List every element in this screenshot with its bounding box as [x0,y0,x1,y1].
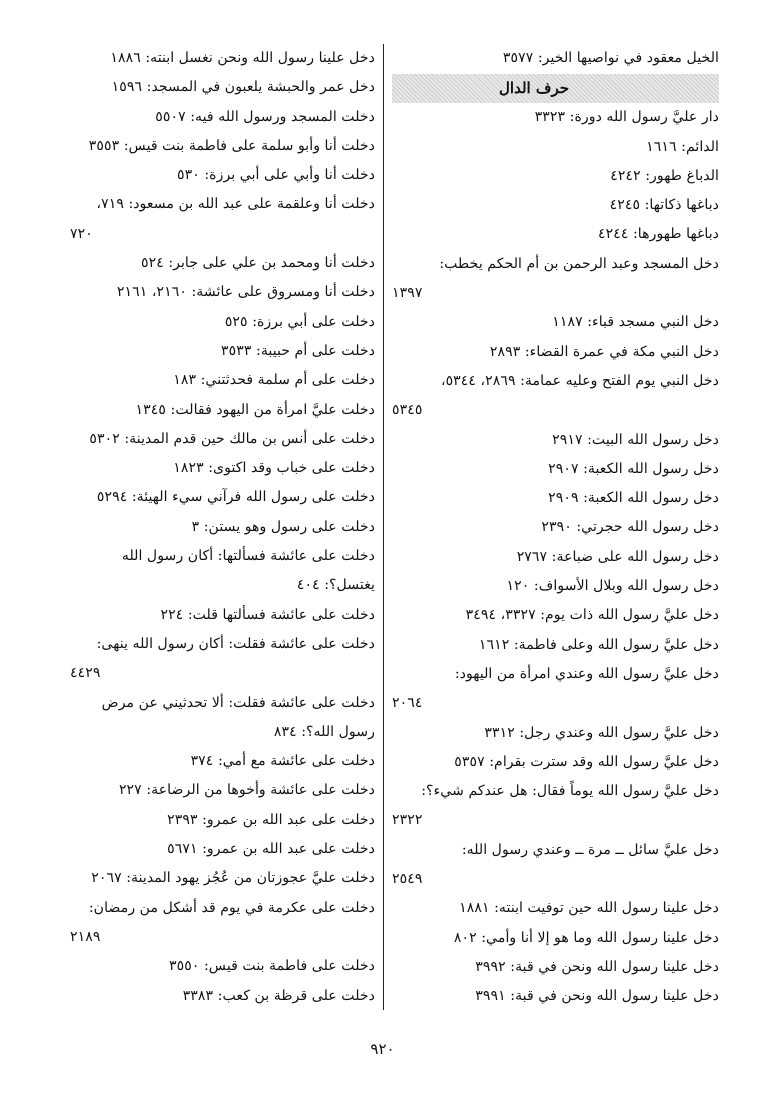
index-entry: دخلت على رسول الله فرآني سيء الهيئة: ٥٢٩٤ [96,489,375,506]
index-entry: دخلت أنا وعلقمة على عبد الله بن مسعود: ٧١٩، [96,196,375,213]
index-entry: دخلت على خباب وقد اكتوى: ١٨٢٣ [173,460,375,477]
index-entry: دخلت على عبد الله بن عمرو: ٢٣٩٣ [167,811,375,828]
index-entry-continuation: ٢٠٦٤ [392,695,423,712]
index-entry: دخلت على عائشة فقلت: ألا تحدثيني عن مرض [101,694,375,711]
index-entry: دخلت على أم سلمة فحدثتني: ١٨٣ [173,372,375,389]
index-entry: دخلت على عائشة فقلت: أكان رسول الله ينهى: [96,635,375,652]
index-entry: دخلت أنا ومحمد بن علي على جابر: ٥٢٤ [140,255,375,272]
index-entry: دخل رسول الله الكعبة: ٢٩٠٧ [548,460,719,477]
index-entry: دخل علينا رسول الله ونحن في قبة: ٣٩٩٢ [475,958,719,975]
index-entry: دباغها طهورها: ٤٢٤٤ [598,226,719,243]
index-entry: دخل علينا رسول الله ونحن في قبة: ٣٩٩١ [475,988,719,1005]
index-entry: دخل عليَّ رسول الله وقد سترت بقرام: ٥٣٥٧ [454,753,719,770]
index-entry: دخلت على عائشة مع أمي: ٣٧٤ [190,753,375,770]
index-entry: دخلت على أم حبيبة: ٣٥٣٣ [221,342,375,359]
index-entry: دخل عليَّ رسول الله يوماً فقال: هل عندكم شيء؟: [421,783,719,800]
index-entry-continuation: ٧٢٠ [70,225,93,242]
page-number: ٩٢٠ [370,1040,395,1058]
index-entry: دخلت على فاطمة بنت قيس: ٣٥٥٠ [168,958,375,975]
index-entry-continuation: ٢١٨٩ [70,928,101,945]
left-column [70,44,375,1011]
index-entry: دخلت على أبي برزة: ٥٢٥ [224,313,375,330]
index-entry: دخلت على عائشة وأخوها من الرضاعة: ٢٢٧ [118,782,375,799]
index-entry: الدائم: ١٦١٦ [646,138,719,155]
index-entry: دخل النبي مكة في عمرة القضاء: ٢٨٩٣ [489,343,719,360]
index-entry: دخل عليَّ رسول الله وعندي امرأة من اليهود: [454,665,719,682]
index-entry: دخل عمر والحبشة يلعبون في المسجد: ١٥٩٦ [111,79,375,96]
index-entry: دخل عليَّ رسول الله وعلى فاطمة: ١٦١٢ [478,636,719,653]
index-entry: دخل علينا رسول الله وما هو إلا أنا وأمي: ٨٠٢ [453,929,719,946]
index-entry: دخلت عليَّ عجوزتان من عُجُز يهود المدينة: ٢٠٦٧ [91,870,375,887]
column-divider [383,44,384,1010]
right-entry-list [392,103,719,1011]
index-entry: دخلت على عائشة فسألتها قلت: ٢٢٤ [160,606,375,623]
index-entry: الدباغ طهور: ٤٢٤٢ [610,167,719,184]
index-entry: دخل النبي يوم الفتح وعليه عمامة: ٢٨٦٩، ٥٣٤٤، [440,372,719,389]
index-entry: دخل النبي مسجد قباء: ١١٨٧ [552,314,719,331]
index-entry: دخل رسول الله الكعبة: ٢٩٠٩ [548,490,719,507]
index-entry: دخل عليَّ رسول الله ذات يوم: ٣٣٢٧، ٣٤٩٤ [465,607,719,624]
index-entry: دخل رسول الله البيت: ٢٩١٧ [552,431,719,448]
left-entry-list [70,44,375,1011]
index-entry: دخلت أنا ومسروق على عائشة: ٢١٦٠، ٢١٦١ [116,284,375,301]
index-entry-continuation: ١٣٩٧ [392,285,423,302]
index-entry: دخلت على رسول وهو يستن: ٣ [191,518,375,535]
index-entry-continuation: ٢٥٤٩ [392,871,423,888]
index-entry: دخل المسجد وعبد الرحمن بن أم الحكم يخطب: [439,255,719,272]
index-entry: دخل رسول الله على ضباعة: ٢٧٦٧ [516,548,719,565]
index-entry: دخلت على أنس بن مالك حين قدم المدينة: ٥٣٠٢ [89,430,375,447]
index-entry-continuation: يغتسل؟: ٤٠٤ [296,577,375,594]
index-entry: دخلت أنا وأبي على أبي برزة: ٥٣٠ [177,167,375,184]
index-entry: دخلت المسجد ورسول الله فيه: ٥٥٠٧ [155,108,375,125]
index-entry-continuation: ٥٣٤٥ [392,402,423,419]
index-entry: دخلت أنا وأبو سلمة على فاطمة بنت قيس: ٣٥٥٣ [88,137,375,154]
index-entry: دخل رسول الله حجرتي: ٢٣٩٠ [541,519,719,536]
index-entry: الخيل معقود في نواصيها الخير: ٣٥٧٧ [502,50,719,66]
index-entry-continuation: رسول الله؟: ٨٣٤ [273,723,375,740]
index-entry: دخلت على عكرمة في يوم قد أشكل من رمضان: [88,899,375,916]
index-entry: دخل عليَّ سائل ــ مرة ــ وعندي رسول الله: [461,841,719,858]
index-entry: دخل رسول الله وبلال الأسواف: ١٢٠ [506,578,719,595]
index-entry-continuation: ٢٣٢٢ [392,812,423,829]
index-entry: دخلت على عائشة فسألتها: أكان رسول الله [121,548,375,565]
index-entry: دخل عليَّ رسول الله وعندي رجل: ٣٣١٢ [484,724,719,741]
index-entry: دباغها ذكاتها: ٤٢٤٥ [609,197,719,214]
right-column [392,44,719,1012]
index-entry-continuation: ٤٤٢٩ [70,665,101,682]
index-entry: دخلت على قرظة بن كعب: ٣٣٨٣ [182,987,375,1004]
index-entry: دخل علينا رسول الله ونحن نغسل ابنته: ١٨٨٦ [110,50,375,66]
index-entry: دار عليَّ رسول الله دورة: ٣٣٢٣ [534,109,719,126]
index-entry: دخل علينا رسول الله حين توفيت ابنته: ١٨٨١ [459,900,719,917]
index-entry: دخلت عليَّ امرأة من اليهود فقالت: ١٣٤٥ [135,401,375,418]
index-entry: دخلت على عبد الله بن عمرو: ٥٦٧١ [167,841,375,858]
section-header-dal: حرف الدال [392,74,719,103]
